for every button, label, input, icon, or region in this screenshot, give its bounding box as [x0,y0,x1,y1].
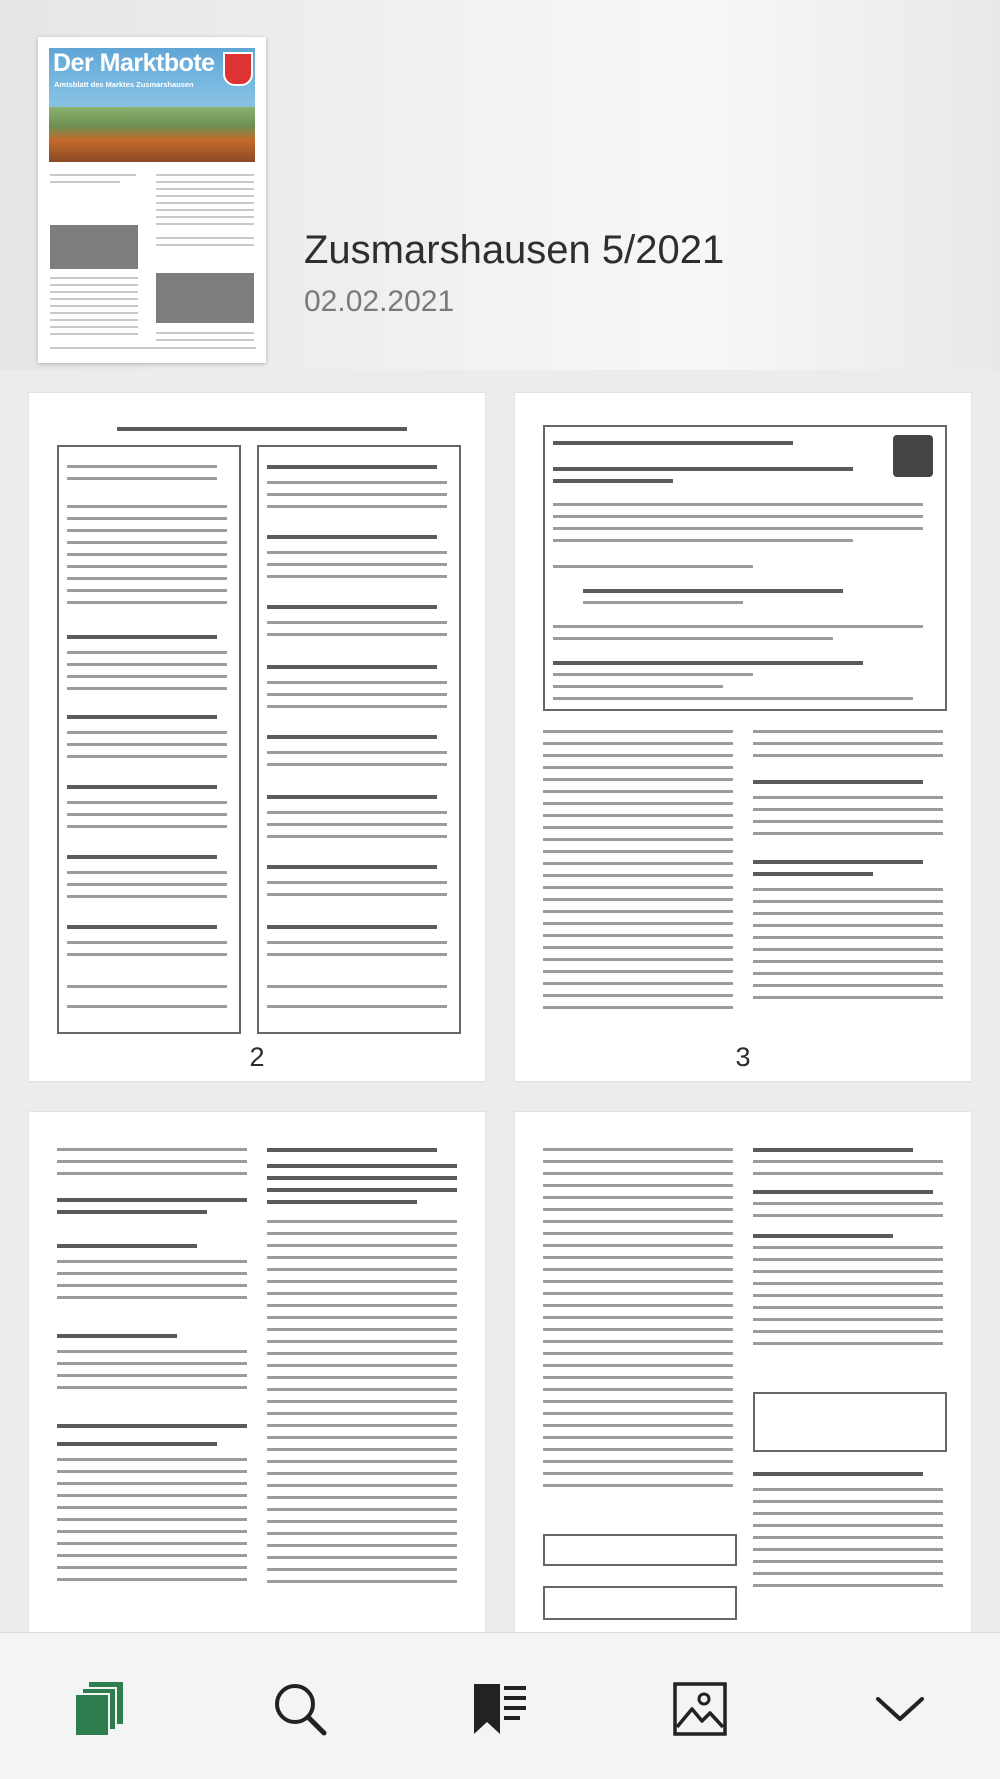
page-content [57,1134,457,1652]
cover-subtitle: Amtsblatt des Marktes Zusmarshausen [54,80,194,89]
issue-header [0,0,1000,370]
tab-collapse[interactable] [870,1679,930,1739]
image-icon [672,1681,728,1737]
tab-pages[interactable] [70,1679,130,1739]
issue-title: Zusmarshausen 5/2021 [304,228,725,272]
bottom-tab-bar [0,1632,1000,1779]
pages-icon [73,1680,127,1738]
page-number: 3 [735,1042,751,1072]
chevron-down-icon [872,1689,928,1729]
page-thumbnail-5[interactable] [515,1112,971,1652]
page-thumbnail-4[interactable] [29,1112,485,1652]
cover-image [156,273,254,323]
page-thumbnail-3[interactable] [515,393,971,1081]
cover-photo [49,107,255,162]
cover-masthead: Der Marktbote [53,49,215,77]
page-thumbnail-2[interactable] [29,393,485,1081]
cover-image [50,225,138,269]
issue-date: 02.02.2021 [304,285,455,318]
page-number: 2 [249,1042,265,1072]
page-content [57,415,457,1041]
crest-icon [223,52,253,86]
page-content [543,1134,943,1652]
cover-thumbnail[interactable] [38,37,266,363]
tab-search[interactable] [270,1679,330,1739]
search-icon [272,1681,328,1737]
tab-bookmarks[interactable] [470,1679,530,1739]
issue-info [304,228,724,319]
tab-images[interactable] [670,1679,730,1739]
page-content [543,415,943,1041]
bookmarks-list-icon [471,1680,529,1738]
